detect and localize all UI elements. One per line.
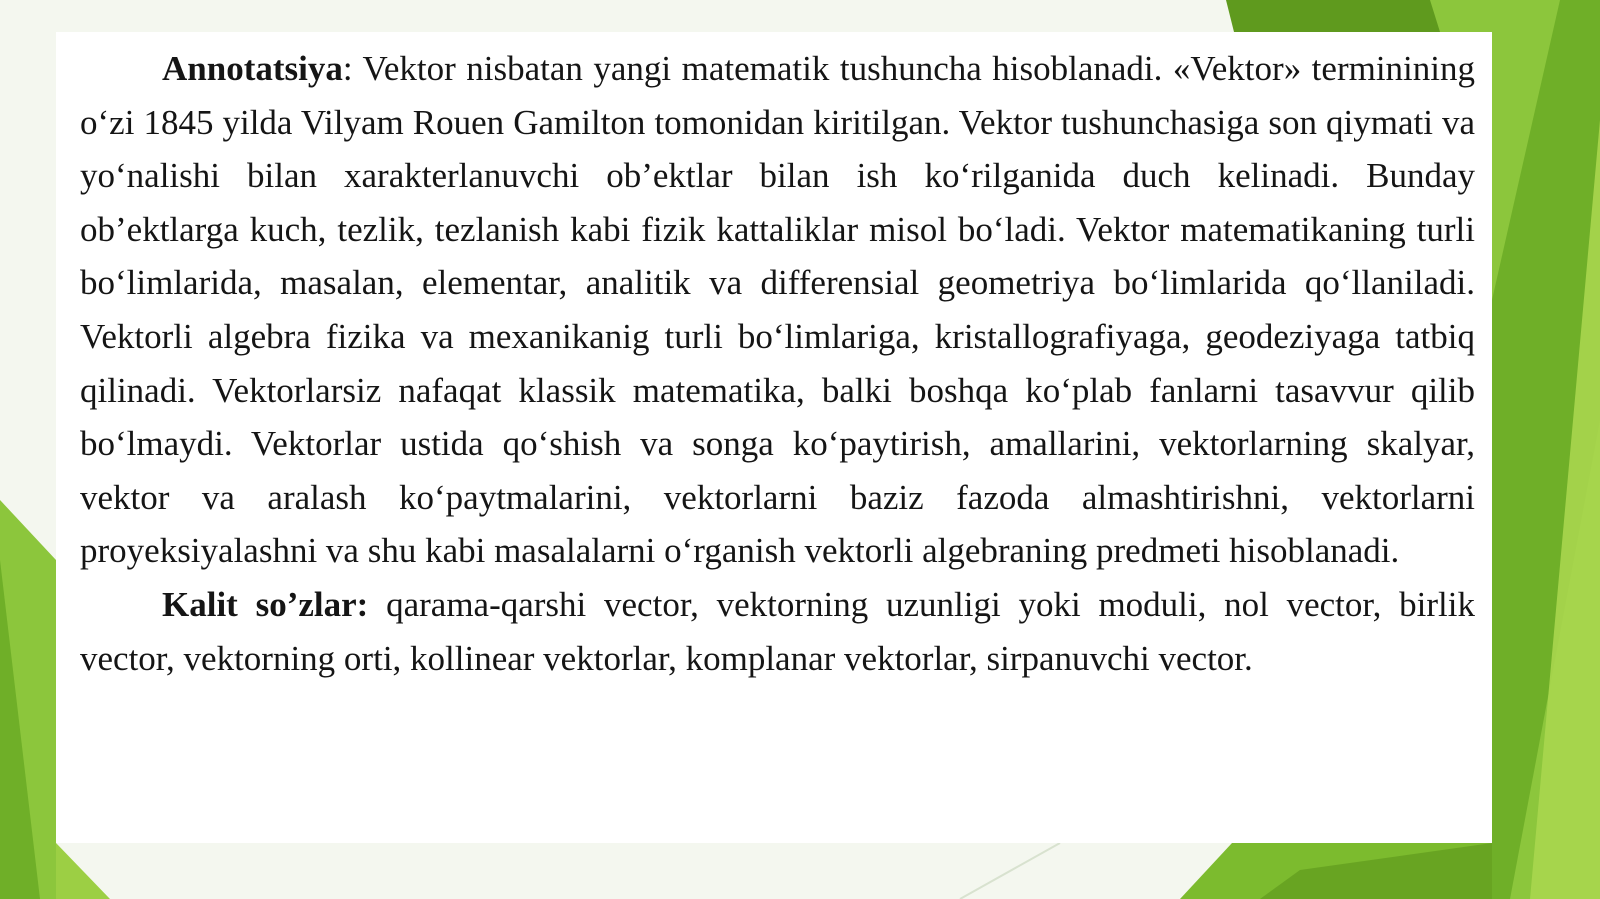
document-body — [80, 42, 1475, 685]
left-bottom-light — [56, 843, 110, 899]
keywords-heading: Kalit so’zlar: — [162, 584, 369, 624]
annotation-colon: : — [342, 49, 353, 88]
faint-diagonal-line — [960, 843, 1060, 899]
annotation-heading: Annotatsiya — [162, 49, 343, 88]
keywords-text: qarama-qarshi vector, vektorning uzunligi yoki moduli, nol vector, birlik vector, vektorning orti, kollinear vektorlar, komplanar vektorlar, sirpanuvchi vector. — [80, 584, 1476, 678]
text-box — [56, 32, 1492, 843]
annotation-paragraph — [80, 42, 1475, 578]
annotation-text: Vektor nisbatan yangi matematik tushuncha hisoblanadi. «Vektor» terminining o‘zi 1845 yilda Vilyam Rouen Gamilton tomonidan kiritilgan. Vektor tushunchasiga son qiymati va yo‘nalishi bilan xarakterlanuvchi ob’ektlar bilan ish ko‘rilganida duch kelinadi. Bunday ob’ektlarga kuch, tezlik, tezlanish kabi fizik kattaliklar misol bo‘ladi. Vektor matematikaning turli bo‘limlarida, masalan, elementar, analitik va differensial geometriya bo‘limlarida qo‘llaniladi. Vektorli algebra fizika va mexanikanig turli bo‘limlariga, kristallografiyaga, geodeziyaga tatbiq qilinadi. Vektorlarsiz nafaqat klassik matematika, balki boshqa ko‘plab fanlarni tasavvur qilib bo‘lmaydi. Vektorlar ustida qo‘shish va songa ko‘paytirish, amallarini, vektorlarning skalyar, vektor va aralash ko‘paytmalarini, vektorlarni baziz fazoda almashtirishni, vektorlarni proyeksiyalashni va shu kabi masalalarni o‘rganish vektorli algebraning predmeti hisoblanadi. — [80, 49, 1475, 571]
top-right-dark-wedge — [1226, 0, 1440, 32]
keywords-paragraph — [80, 578, 1475, 685]
